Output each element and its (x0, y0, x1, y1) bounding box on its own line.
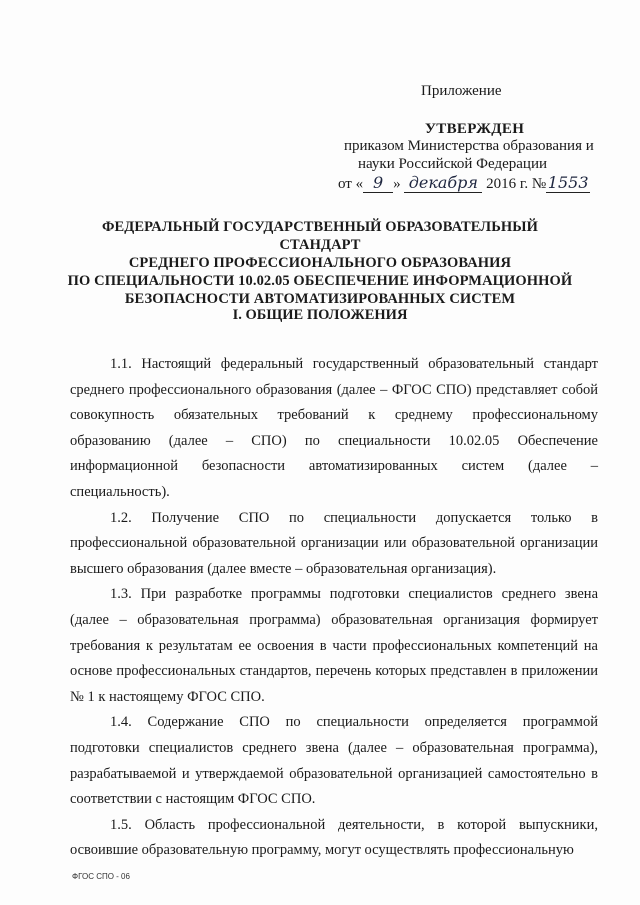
handwritten-month: декабря (404, 173, 482, 193)
handwritten-day: 9 (363, 173, 393, 193)
document-body (70, 352, 598, 864)
order-issuer-line1: приказом Министерства образования и (344, 138, 594, 154)
date-quote-close: » (393, 176, 401, 192)
paragraph-1-2: 1.2. Получение СПО по специальности допускается только в профессиональной образовательной организации или образовательной организации высшего образования (далее вместе – образовательная организация). (70, 509, 598, 577)
date-prefix: от « (338, 176, 364, 192)
paragraph-1-4: 1.4. Содержание СПО по специальности определяется программой подготовки специалистов среднего звена (далее – образовательная программа), разрабатываемой и утверждаемой образовательной организацией самостоятельно в соответствии с настоящим ФГОС СПО. (70, 714, 598, 808)
paragraph-1-1: 1.1. Настоящий федеральный государственный образовательный стандарт среднего профессионального образования (далее – ФГОС СПО) представляет собой совокупность обязательных требований к среднему профессиональному образованию (далее – СПО) по специальности 10.02.05 Обеспечение информационной безопасности автоматизированных систем (далее – специальность). (70, 356, 598, 500)
order-issuer-line2: науки Российской Федерации (358, 156, 548, 172)
approved-label: УТВЕРЖДЕН (425, 121, 525, 137)
title-line-2: СРЕДНЕГО ПРОФЕССИОНАЛЬНОГО ОБРАЗОВАНИЯ (128, 255, 512, 271)
footer-code: ФГОС СПО - 06 (72, 872, 130, 881)
handwritten-order-number: 1553 (547, 173, 589, 192)
date-year: 2016 г. № (486, 176, 547, 192)
appendix-label: Приложение (421, 83, 502, 99)
document-title (60, 218, 580, 308)
paragraph-1-3: 1.3. При разработке программы подготовки специалистов среднего звена (далее – образовательная программа) образовательная организация формирует требования к результатам ее освоения в части профессиональных компетенций на основе профессиональных стандартов, перечень которых представлен в приложении № 1 к настоящему ФГОС СПО. (70, 586, 598, 705)
title-line-4: БЕЗОПАСНОСТИ АВТОМАТИЗИРОВАННЫХ СИСТЕМ (124, 291, 516, 307)
title-line-3: ПО СПЕЦИАЛЬНОСТИ 10.02.05 ОБЕСПЕЧЕНИЕ ИНФОРМАЦИОННОЙ (67, 273, 573, 289)
order-date-line (338, 173, 590, 194)
paragraph-1-5: 1.5. Область профессиональной деятельности, в которой выпускники, освоившие образовательную программу, могут осуществлять профессиональную (70, 816, 598, 859)
title-line-1: ФЕДЕРАЛЬНЫЙ ГОСУДАРСТВЕННЫЙ ОБРАЗОВАТЕЛЬНЫЙ СТАНДАРТ (101, 219, 538, 253)
section-heading: I. ОБЩИЕ ПОЛОЖЕНИЯ (232, 307, 408, 323)
